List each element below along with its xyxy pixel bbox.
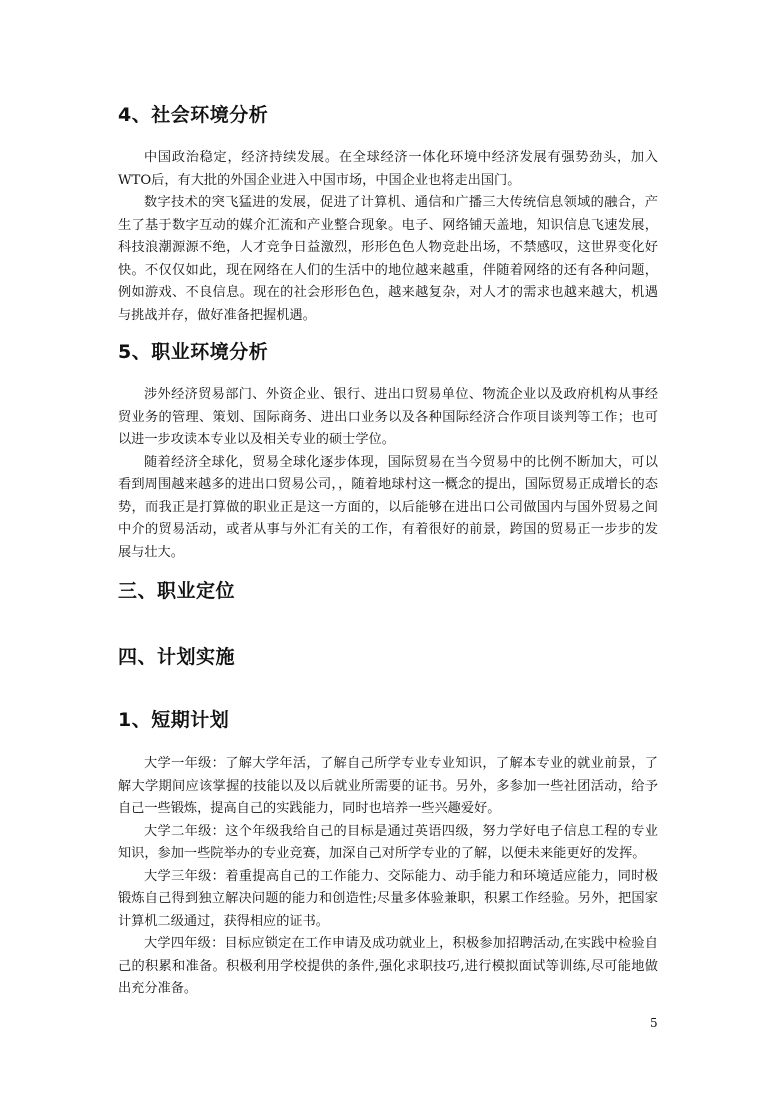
paragraph: 大学四年级：目标应锁定在工作申请及成功就业上，积极参加招聘活动,在实践中检验自己的积累和准备。积极利用学校提供的条件,强化求职技巧,进行模拟面试等训练,尽可能地做出充分准备。	[118, 936, 658, 996]
paragraph: 中国政治稳定，经济持续发展。在全球经济一体化环境中经济发展有强势劲头，加入WTO后，有大批的外国企业进入中国市场，中国企业也将走出国门。	[118, 150, 658, 188]
section-heading-career-positioning: 三、职业定位	[118, 580, 236, 602]
paragraph: 涉外经济贸易部门、外资企业、银行、进出口贸易单位、物流企业以及政府机构从事经贸业务的管理、策划、国际商务、进出口业务以及各种国际经济合作项目谈判等工作；也可以进一步攻读本专业以及相关专业的硕士学位。	[118, 387, 658, 447]
paragraph: 大学二年级：这个年级我给自己的目标是通过英语四级，努力学好电子信息工程的专业知识，参加一些院举办的专业竞赛，加深自己对所学专业的了解，以便未来能更好的发挥。	[118, 823, 658, 861]
career-environment-body	[118, 384, 658, 564]
paragraph: 大学一年级：了解大学年活，了解自己所学专业专业知识，了解本专业的就业前景，了解大学期间应该掌握的技能以及以后就业所需要的证书。另外，多参加一些社团活动，给予自己一些锻炼，提高自己的实践能力，同时也培养一些兴趣爱好。	[118, 756, 658, 816]
section-heading-plan-implementation: 四、计划实施	[118, 646, 236, 668]
short-term-plan-body	[118, 753, 658, 1001]
section-heading-social-environment: 4、社会环境分析	[118, 104, 269, 126]
paragraph: 数字技术的突飞猛进的发展，促进了计算机、通信和广播三大传统信息领域的融合，产生了基于数字互动的媒介汇流和产业整合现象。电子、网络铺天盖地，知识信息飞速发展，科技浪潮源源不绝，人才竞争日益激烈，形形色色人物竞赴出场，不禁感叹，这世界变化好快。不仅仅如此，现在网络在人们的生活中的地位越来越重，伴随着网络的还有各种问题，例如游戏、不良信息。现在的社会形形色色，越来越复杂，对人才的需求也越来越大，机遇与挑战并存，做好准备把握机遇。	[118, 195, 658, 323]
section-heading-short-term-plan: 1、短期计划	[118, 709, 230, 731]
social-environment-body	[118, 147, 658, 327]
paragraph: 随着经济全球化，贸易全球化逐步体现，国际贸易在当今贸易中的比例不断加大，可以看到周围越来越多的进出口贸易公司，，随着地球村这一概念的提出，国际贸易正成增长的态势，而我正是打算做的职业正是这一方面的，以后能够在进出口公司做国内与国外贸易之间中介的贸易活动，或者从事与外汇有关的工作，有着很好的前景，跨国的贸易正一步步的发展与壮大。	[118, 454, 658, 560]
page-number: 5	[650, 1016, 658, 1030]
section-heading-career-environment: 5、职业环境分析	[118, 341, 269, 363]
paragraph: 大学三年级：着重提高自己的工作能力、交际能力、动手能力和环境适应能力，同时极锻炼自己得到独立解决问题的能力和创造性;尽量多体验兼职，积累工作经验。另外，把国家计算机二级通过，获得相应的证书。	[118, 868, 658, 929]
